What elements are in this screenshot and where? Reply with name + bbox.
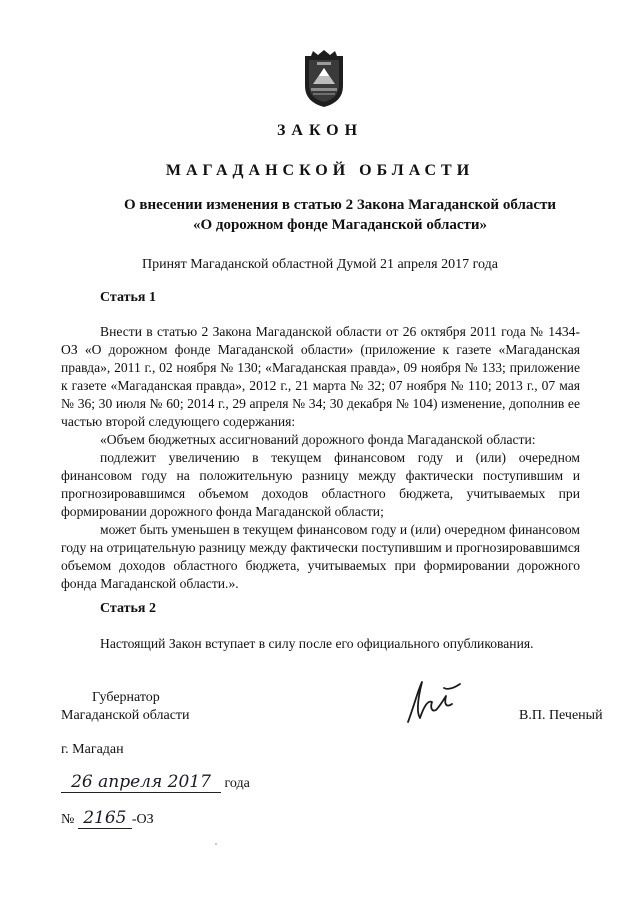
region-title: МАГАДАНСКОЙ ОБЛАСТИ: [165, 162, 475, 179]
handwritten-date: 26 апреля 2017: [61, 772, 221, 793]
number-sign: №: [61, 812, 75, 827]
adoption-note: Принят Магаданской областной Думой 21 апреля 2017 года: [142, 257, 498, 272]
law-number: [61, 808, 154, 829]
signatory-position: [61, 689, 190, 725]
law-subject-heading: [40, 195, 640, 235]
signatory-name: В.П. Печеный: [519, 708, 603, 723]
position-line-1: Губернатор: [92, 690, 160, 705]
article-1-body: [61, 323, 580, 593]
handwritten-signature: [400, 676, 464, 730]
date-suffix: года: [224, 776, 250, 791]
subject-line-2: «О дорожном фонде Магаданской области»: [192, 217, 488, 233]
article-1-paragraph: Внести в статью 2 Закона Магаданской области от 26 октября 2011 года № 1434-ОЗ «О дорожном фонде Магаданской области» (приложение к газете «Магаданская правда», 2011 г., 02 ноября № 130; «Магаданская правда», 09 ноября № 133; приложение к газете «Магаданская правда», 2012 г., 21 марта № 32; 07 ноября № 110; 2013 г., 07 мая № 36; 30 июля № 60; 2014 г., 29 апреля № 34; 30 декабря № 104) изменение, дополнив ее частью второй следующего содержания:: [61, 324, 580, 429]
number-suffix: -ОЗ: [131, 812, 154, 827]
document-type-title: ЗАКОН: [276, 122, 364, 139]
article-1-paragraph: может быть уменьшен в текущем финансовом году и (или) очередном финансовом году на отрицательную разницу между фактически поступившим и прогнозировавшимся объемом доходов областного бюджета, учитываемых при формировании дорожного фонда Магаданской области.».: [61, 522, 580, 591]
article-1-paragraph: подлежит увеличению в текущем финансовом году и (или) очередном финансовом году на положительную разницу между фактически поступившим и прогнозировавшимся объемом доходов областного бюджета, учитываемых при формировании дорожного фонда Магаданской области;: [61, 450, 580, 519]
position-line-2: Магаданской области: [61, 708, 190, 723]
article-2-heading: Статья 2: [100, 601, 156, 616]
article-1-heading: Статья 1: [100, 290, 156, 305]
signing-date: [61, 772, 250, 793]
article-2-body: [61, 635, 580, 653]
article-2-paragraph: Настоящий Закон вступает в силу после его официального опубликования.: [100, 636, 534, 651]
signing-city: г. Магадан: [61, 742, 124, 757]
subject-line-1: О внесении изменения в статью 2 Закона Магаданской области: [123, 197, 557, 213]
article-1-paragraph: «Объем бюджетных ассигнований дорожного фонда Магаданской области:: [100, 432, 536, 447]
coat-of-arms-emblem: [301, 50, 347, 108]
handwritten-number: 2165: [78, 808, 132, 829]
scan-speck: [215, 843, 217, 845]
